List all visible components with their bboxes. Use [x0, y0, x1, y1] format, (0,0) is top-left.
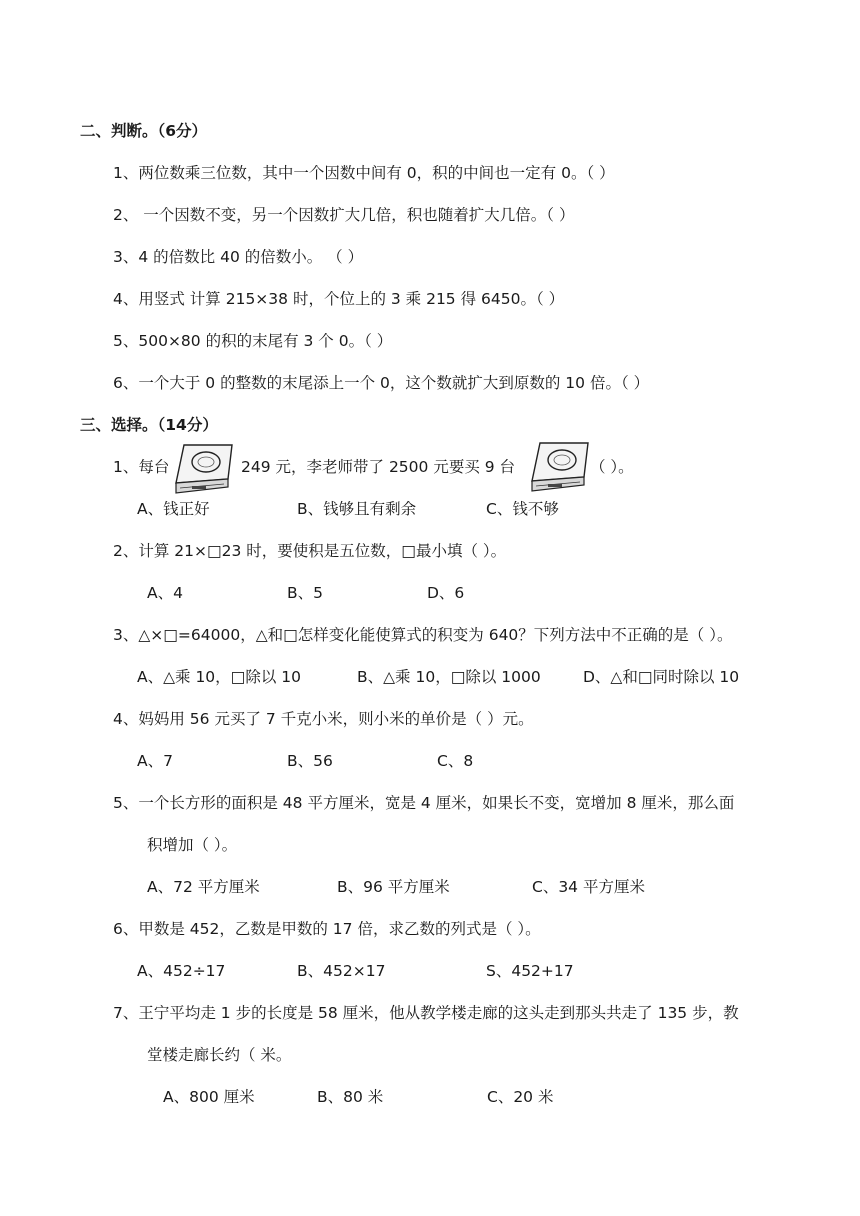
choice-q2-stem: 2、计算 21×□23 时，要使积是五位数，□最小填（ ）。	[113, 542, 507, 560]
choice-q7-stem-line1: 7、王宁平均走 1 步的长度是 58 厘米，他从教学楼走廊的这头走到那头共走了 135 步，教	[113, 1004, 739, 1022]
choice-q5-option-b: B、96 平方厘米	[337, 878, 450, 896]
choice-q5-option-c: C、34 平方厘米	[532, 878, 645, 896]
choice-q7-stem-line2: 堂楼走廊长约（ 米。	[147, 1046, 292, 1064]
judge-q1: 1、两位数乘三位数，其中一个因数中间有 0，积的中间也一定有 0。（ ）	[113, 164, 615, 182]
choice-q6-stem: 6、甲数是 452，乙数是甲数的 17 倍，求乙数的列式是（ ）。	[113, 920, 541, 938]
choice-q7-option-b: B、80 米	[317, 1088, 384, 1106]
judge-q5: 5、500×80 的积的末尾有 3 个 0。（ ）	[113, 332, 393, 350]
choice-q1-mid: 249 元，李老师带了 2500 元要买 9 台	[241, 458, 516, 476]
section2-heading: 二、判断。（6分）	[80, 122, 208, 140]
choice-q4-option-c: C、8	[437, 752, 474, 770]
choice-q5-stem-line1: 5、一个长方形的面积是 48 平方厘米，宽是 4 厘米，如果长不变，宽增加 8 厘米，那么面	[113, 794, 735, 812]
choice-q6-option-c: S、452+17	[486, 962, 574, 980]
choice-q4-option-a: A、7	[137, 752, 173, 770]
choice-q3-option-b: B、△乘 10，□除以 1000	[357, 668, 541, 686]
induction-cooker-icon	[172, 443, 234, 495]
judge-q4: 4、用竖式 计算 215×38 时，个位上的 3 乘 215 得 6450。（ ）	[113, 290, 565, 308]
choice-q1-option-b: B、钱够且有剩余	[297, 500, 417, 518]
choice-q1-option-a: A、钱正好	[137, 500, 210, 518]
choice-q3-option-a: A、△乘 10，□除以 10	[137, 668, 301, 686]
choice-q2-option-a: A、4	[147, 584, 183, 602]
choice-q4-stem: 4、妈妈用 56 元买了 7 千克小米，则小米的单价是（ ）元。	[113, 710, 534, 728]
choice-q1-suffix: （ ）。	[590, 458, 634, 476]
choice-q3-option-c: D、△和□同时除以 10	[583, 668, 740, 686]
choice-q7-option-c: C、20 米	[487, 1088, 554, 1106]
judge-q6: 6、一个大于 0 的整数的末尾添上一个 0，这个数就扩大到原数的 10 倍。（ ）	[113, 374, 650, 392]
judge-q3: 3、4 的倍数比 40 的倍数小。 （ ）	[113, 248, 364, 266]
choice-q2-option-b: B、5	[287, 584, 323, 602]
choice-q6-option-a: A、452÷17	[137, 962, 226, 980]
choice-q2-option-c: D、6	[427, 584, 465, 602]
choice-q4-option-b: B、56	[287, 752, 333, 770]
judge-q2: 2、 一个因数不变，另一个因数扩大几倍，积也随着扩大几倍。（ ）	[113, 206, 575, 224]
induction-cooker-icon	[528, 441, 590, 493]
choice-q5-option-a: A、72 平方厘米	[147, 878, 260, 896]
choice-q3-stem: 3、△×□=64000，△和□怎样变化能使算式的积变为 640？下列方法中不正确的是（ ）。	[113, 626, 733, 644]
choice-q1-option-c: C、钱不够	[486, 500, 559, 518]
choice-q1-prefix: 1、每台	[113, 458, 170, 476]
choice-q7-option-a: A、800 厘米	[163, 1088, 255, 1106]
choice-q5-stem-line2: 积增加（ ）。	[147, 836, 238, 854]
section3-heading: 三、选择。（14分）	[80, 416, 218, 434]
choice-q6-option-b: B、452×17	[297, 962, 386, 980]
